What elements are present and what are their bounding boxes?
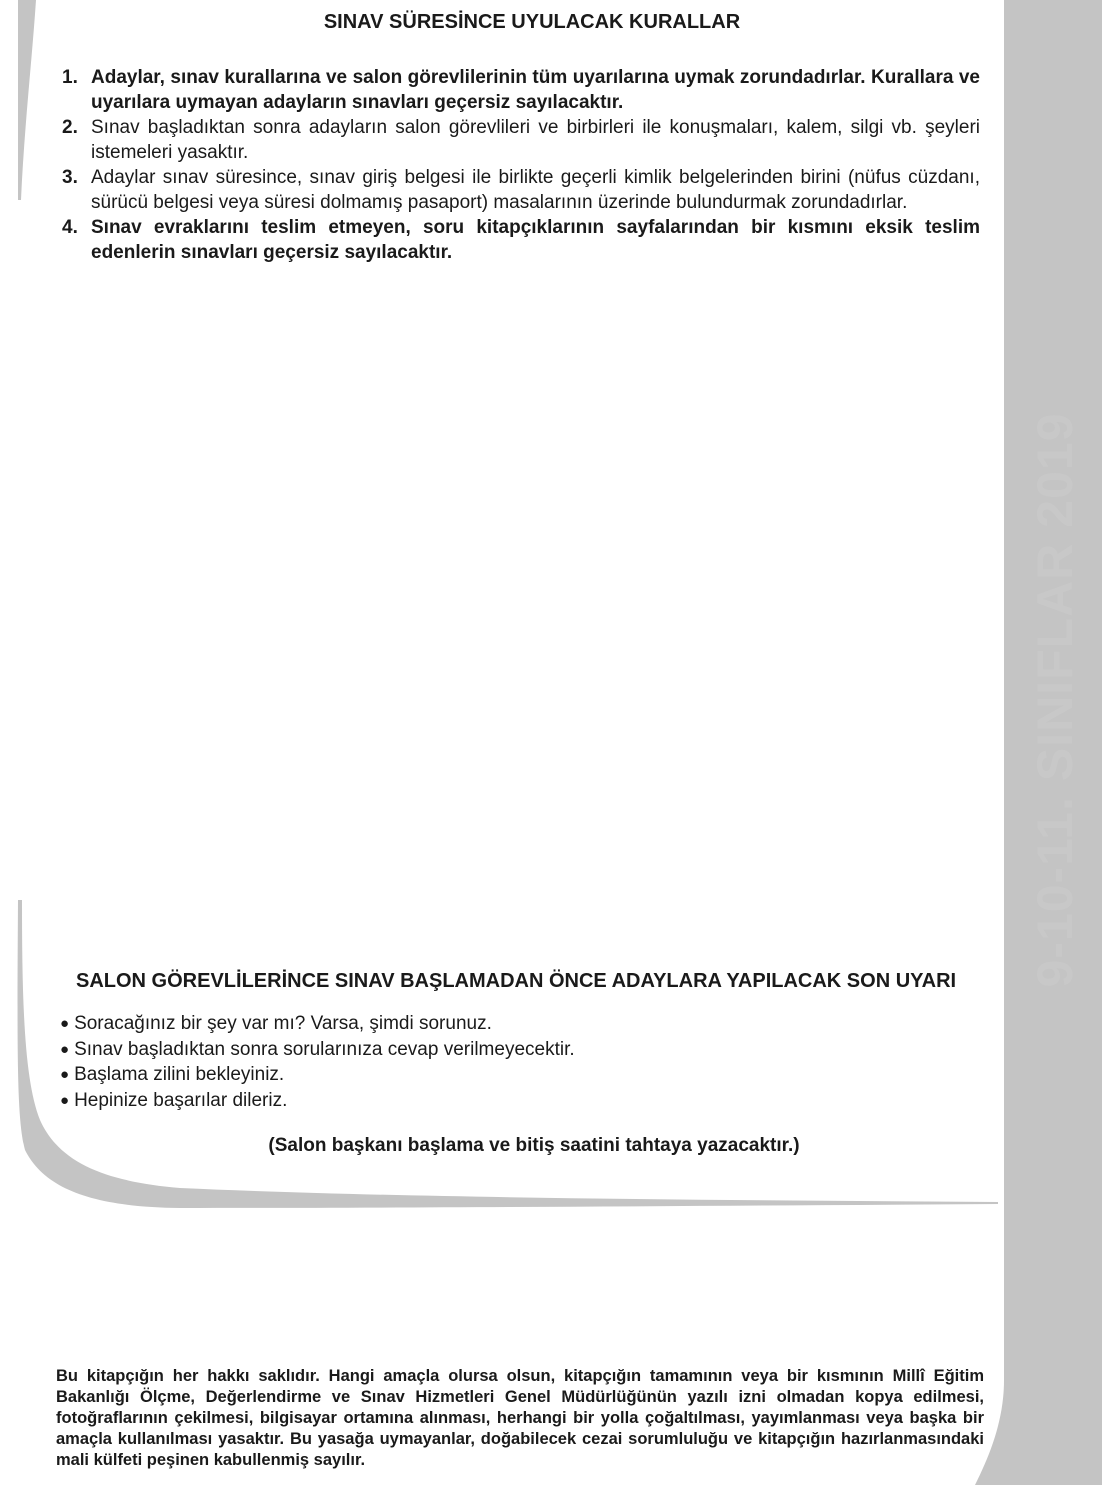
grade-year-label: 9-10-11. SINIFLAR 2019 xyxy=(1027,412,1083,988)
rule-item xyxy=(62,65,980,115)
rule-number: 1. xyxy=(62,67,78,88)
copyright-notice: Bu kitapçığın her hakkı saklıdır. Hangi amaçla olursa olsun, kitapçığın tamamının veya bir kısmının Millî Eğitim Bakanlığı Ölçme, Değerlendirme ve Sınav Hizmetleri Genel Müdürlüğünün yazılı izni olmadan kopya edilmesi, fotoğraflarının çekilmesi, bilgisayar ortamına alınması, herhangi bir yolla çoğaltılması, yayımlanması veya başka bir amaçla kullanılması yasaktır. Bu yasağa uymayanlar, doğabilecek cezai sorumluluğu ve kitapçığın hazırlanmasındaki mali külfeti peşinen kabullenmiş sayılır. xyxy=(56,1367,984,1469)
rules-list xyxy=(62,65,980,265)
rule-text: Sınav başladıktan sonra adayların salon görevlileri ve birbirleri ile konuşmaları, kalem, silgi vb. şeyleri istemeleri yasaktır. xyxy=(91,117,980,163)
rule-item xyxy=(62,115,980,165)
rule-item xyxy=(62,215,980,265)
rule-number: 2. xyxy=(62,117,78,138)
rule-number: 4. xyxy=(62,217,78,238)
salon-head-note: (Salon başkanı başlama ve bitiş saatini tahtaya yazacaktır.) xyxy=(268,1135,800,1156)
warning-item: ● Hepinize başarılar dileriz. xyxy=(60,1089,575,1115)
warning-list xyxy=(60,1012,575,1114)
rule-text: Adaylar sınav süresince, sınav giriş belgesi ile birlikte geçerli kimlik belgelerinden birini (nüfus cüzdanı, sürücü belgesi veya süresi dolmamış pasaport) masalarının üzerinde bulundurmak zorundadırlar. xyxy=(91,167,980,213)
warning-item: ● Başlama zilini bekleyiniz. xyxy=(60,1063,575,1089)
rules-title: SINAV SÜRESİNCE UYULACAK KURALLAR xyxy=(323,11,741,33)
rule-item xyxy=(62,165,980,215)
rule-text: Sınav evraklarını teslim etmeyen, soru kitapçıklarının sayfalarından bir kısmını eksik teslim edenlerin sınavları geçersiz sayılacaktır. xyxy=(91,217,980,263)
rule-text: Adaylar, sınav kurallarına ve salon görevlilerinin tüm uyarılarına uymak zorundadırlar. Kurallara ve uyarılara uymayan adayların sınavları geçersiz sayılacaktır. xyxy=(91,67,980,113)
rule-number: 3. xyxy=(62,167,78,188)
final-warning-title: SALON GÖREVLİLERİNCE SINAV BAŞLAMADAN ÖNCE ADAYLARA YAPILACAK SON UYARI xyxy=(76,970,957,992)
warning-item: ● Soracağınız bir şey var mı? Varsa, şimdi sorunuz. xyxy=(60,1012,575,1038)
warning-item: ● Sınav başladıktan sonra sorularınıza cevap verilmeyecektir. xyxy=(60,1038,575,1064)
